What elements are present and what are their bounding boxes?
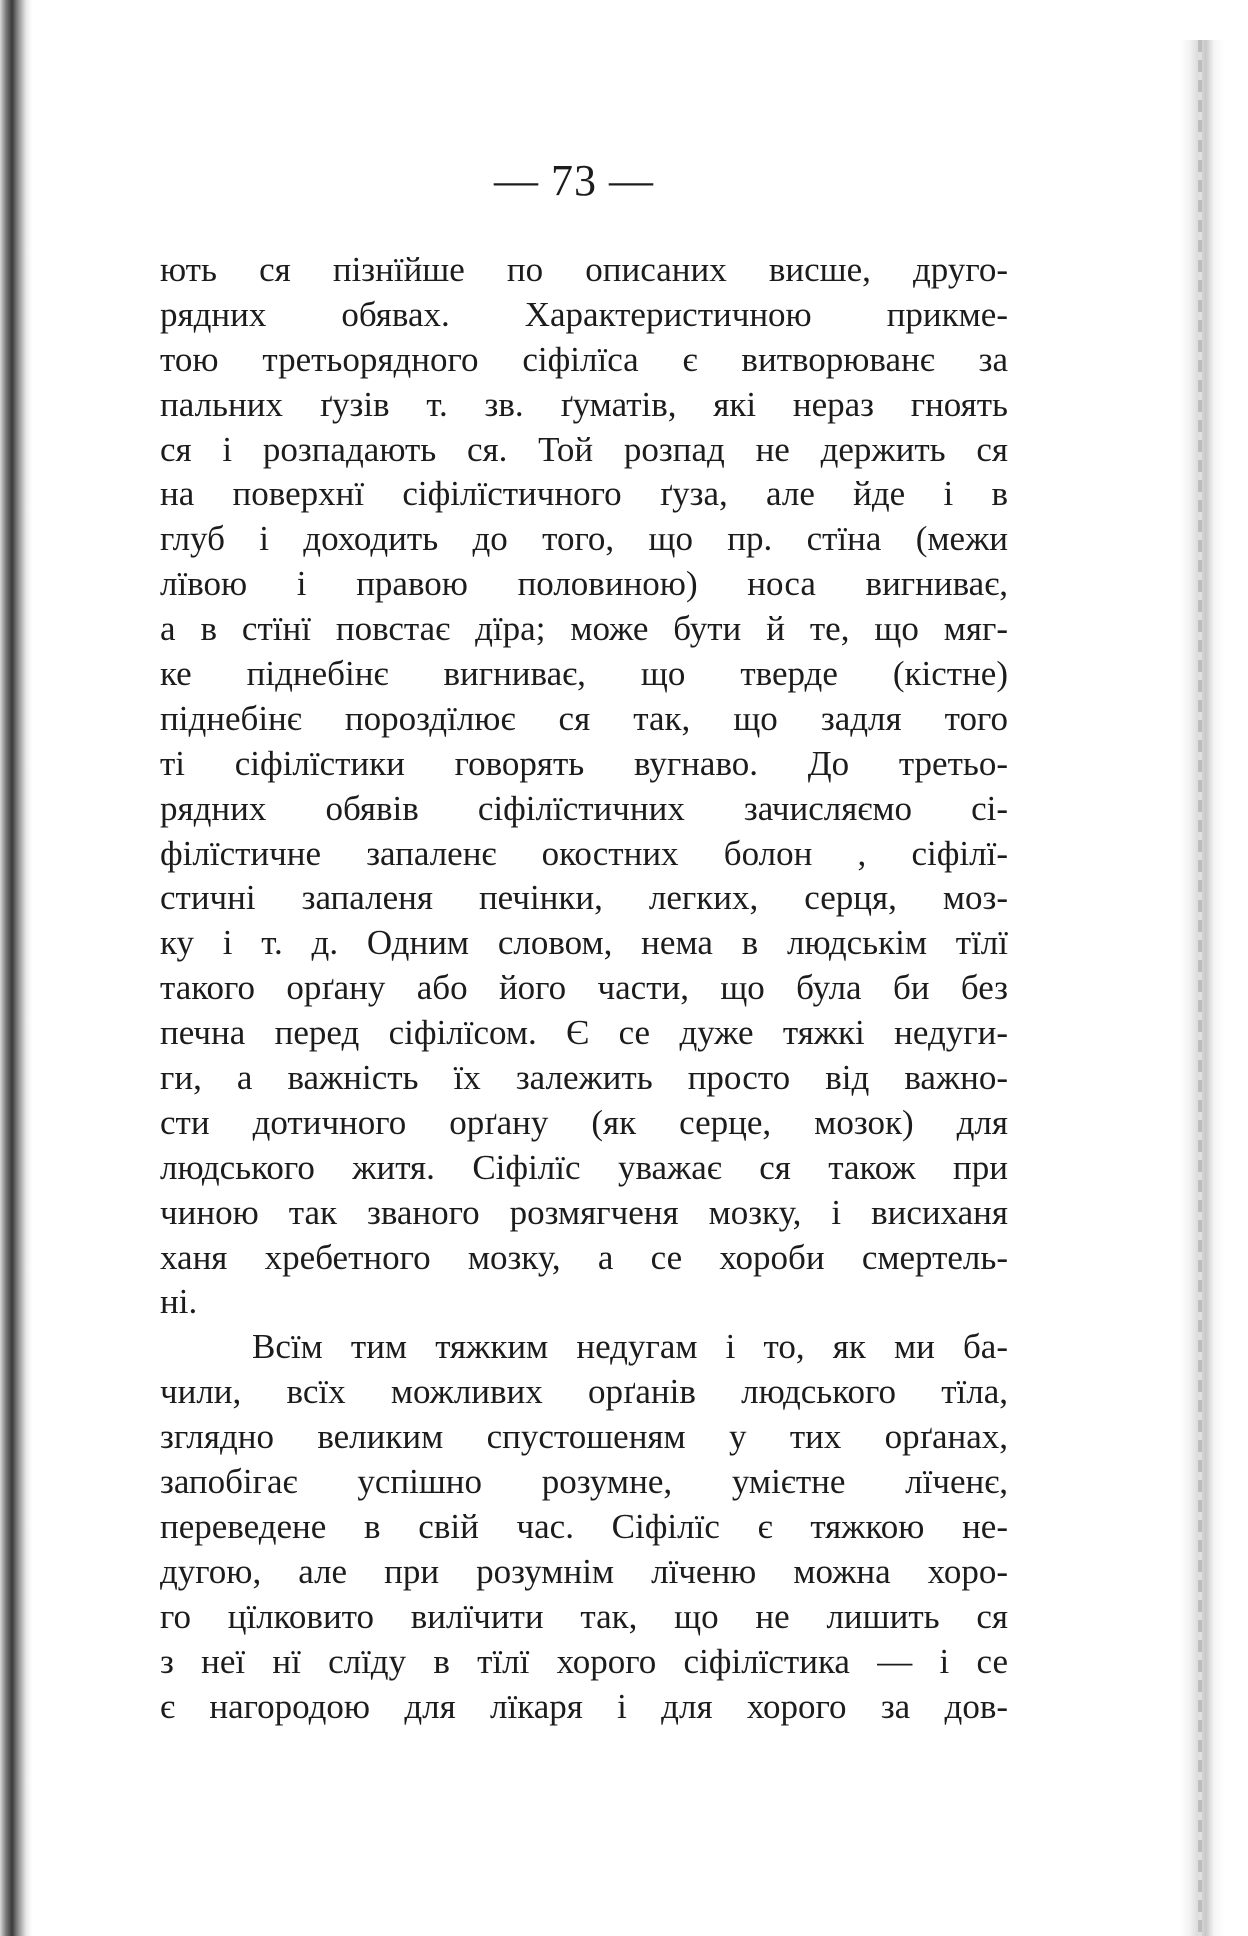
text-line: рядних обявах. Характеристичною прикме- [160,294,1008,334]
text-line: на поверхнї сіфілїстичного ґуза, але йде і в [160,474,1008,514]
text-line: піднебінє пороздїлює ся так, що задля того [160,698,1008,738]
page-stack-edge [1180,40,1248,1936]
text-line: ке піднебінє вигниває, що тверде (кістне) [160,654,1008,694]
text-line: лївою і правою половиною) носа вигниває, [160,564,1008,604]
text-line: ють ся пізнїйше по описаних висше, друго- [160,250,1008,289]
text-line: є нагородою для лїкаря і для хорого за дов- [160,1686,1008,1726]
text-line: ханя хребетного мозку, а се хороби смертель- [160,1237,1008,1277]
text-line: а в стїнї повстає дїра; може бути й те, що мяг- [160,609,1008,649]
text-line: дугою, але при розумнім лїченю можна хоро- [160,1551,1008,1591]
page-number: — 73 — [494,156,654,205]
text-line: пальних ґузів т. зв. ґуматів, які нераз гноять [160,384,1008,424]
text-line: Всїм тим тяжким недугам і то, як ми ба- [252,1327,1008,1367]
text-line: ку і т. д. Одним словом, нема в людськім тїлї [160,923,1008,963]
text-line: зглядно великим спустошеням у тих орґанах, [160,1417,1008,1457]
text-line: філїстичне запаленє окостних болон , сіфілї- [160,833,1008,873]
text-line: запобігає успішно розумне, умієтне лїченє, [160,1462,1008,1502]
text-line: рядних обявів сіфілїстичних зачисляємо сі- [160,788,1008,828]
text-line: печна перед сіфілїсом. Є се дуже тяжкі недуги- [160,1013,1008,1053]
text-line: чили, всїх можливих орґанів людського тїла, [160,1372,1008,1412]
text-line: сти дотичного орґану (як серце, мозок) для [160,1102,1008,1142]
text-line: людського житя. Сіфілїс уважає ся також при [160,1147,1008,1187]
text-line: ся і розпадають ся. Той розпад не держить ся [160,429,1008,469]
text-line: чиною так званого розмягченя мозку, і висиханя [160,1192,1008,1232]
text-line: глуб і доходить до того, що пр. стїна (межи [160,519,1008,559]
body-text [160,248,1008,1729]
text-line: ні. [160,1282,198,1322]
text-line: тою третьорядного сіфілїса є витворюванє за [160,339,1008,379]
text-line: переведене в свій час. Сіфілїс є тяжкою не- [160,1506,1008,1546]
text-line: стичні запаленя печінки, легких, серця, моз- [160,878,1008,918]
text-line: ті сіфілїстики говорять вугнаво. До третьо- [160,743,1008,783]
text-line: го цїлковито вилїчити так, що не лишить ся [160,1596,1008,1636]
text-line: з неї нї слїду в тїлї хорого сіфілїстика — і се [160,1641,1008,1681]
text-line: такого орґану або його части, що була би без [160,968,1008,1008]
text-line: ги, а важність їх залежить просто від важно- [160,1058,1008,1098]
book-binding-edge [0,0,32,1936]
